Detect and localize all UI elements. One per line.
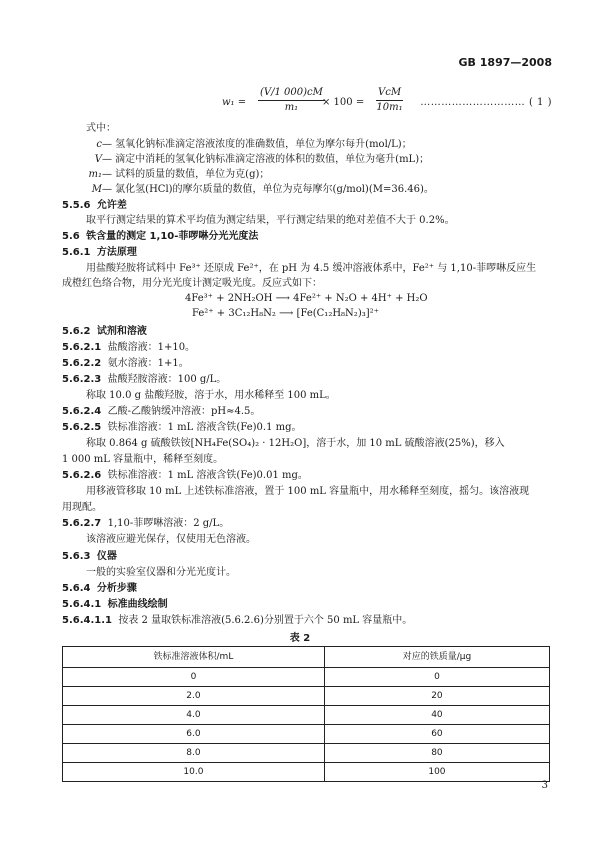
item-number: 5.6.2.5 [62,422,102,433]
section-5-6-3-heading [62,550,117,564]
section-number: 5.6.4 [62,583,91,594]
reagent-5-6-2-1 [62,341,195,355]
reagent-5-6-2-4 [62,405,260,419]
item-text: 铁标准溶液：1 mL 溶液含铁(Fe)0.01 mg。 [107,470,308,481]
definition-text: — 滴定中消耗的氢氧化钠标准滴定溶液的体积的数值，单位为毫升(mL)； [102,154,430,165]
table-cell: 20 [324,687,549,706]
fraction-1-denominator: m₁ [284,101,299,113]
fraction-2-denominator: 10m₁ [376,101,403,113]
definition-symbol: V [94,154,102,165]
reaction-equation-2: Fe²⁺ + 3C₁₂H₈N₂ ⟶ [Fe(C₁₂H₈N₂)₃]²⁺ [192,308,379,319]
section-number: 5.6.4.1 [62,599,102,610]
definition-text: — 试料的质量的数值，单位为克(g)； [102,169,270,180]
reagent-5-6-2-7 [62,517,229,531]
item-number: 5.6.2.1 [62,342,102,353]
section-title: 仪器 [96,551,117,562]
reagent-5-6-2-5 [62,421,302,435]
section-number: 5.6.1 [62,247,91,258]
section-5-6-4-heading [62,582,137,596]
table-cell: 60 [324,725,549,744]
definition-c [86,138,412,152]
section-title: 分析步骤 [96,583,137,594]
table-caption: 表 2 [289,633,311,644]
item-number: 5.6.2.6 [62,470,102,481]
fraction-2-numerator: VcM [376,86,403,101]
table-cell: 4.0 [63,706,325,725]
section-number: 5.6 [62,231,80,242]
item-text: 1,10-菲啰啉溶液：2 g/L。 [107,518,230,529]
section-title: 方法原理 [96,247,137,258]
section-5-6-4-1-heading [62,598,168,612]
section-5-5-6-heading [62,199,127,213]
table-cell: 40 [324,706,549,725]
table-cell: 8.0 [63,744,325,763]
formula-fraction-2 [376,86,403,114]
item-number: 5.6.2.3 [62,374,102,385]
method-principle-line-1: 用盐酸羟胺将试料中 Fe³⁺ 还原成 Fe²⁺，在 pH 为 4.5 缓冲溶液体系中，Fe²⁺ 与 1,10-菲啰啉反应生 [86,263,537,274]
formula-fraction-1 [258,86,325,114]
item-text: 乙酸-乙酸钠缓冲溶液：pH≈4.5。 [107,406,261,417]
table-row [63,744,550,763]
table-row [63,763,550,782]
table-row [63,706,550,725]
section-5-6-2-heading [62,325,147,339]
item-text: 盐酸溶液：1+10。 [107,342,196,353]
definition-v [86,153,429,167]
section-5-6-3-body: 一般的实验室仪器和分光光度计。 [86,567,236,578]
section-5-5-6-body: 取平行测定结果的算术平均值为测定结果，平行测定结果的绝对差值不大于 0.2%。 [86,215,455,226]
table-row [63,725,550,744]
table-cell: 10.0 [63,763,325,782]
reaction-equation-1: 4Fe³⁺ + 2NH₂OH ⟶ 4Fe²⁺ + N₂O + 4H⁺ + H₂O [185,293,428,304]
table-cell: 100 [324,763,549,782]
reagent-5-6-2-6 [62,469,308,483]
definition-text: — 氢氧化钠标准滴定溶液浓度的准确数值，单位为摩尔每升(mol/L)； [102,139,412,150]
table-header-cell: 对应的铁质量/μg [324,647,549,668]
reagent-5-6-2-7-note: 该溶液应避光保存，仅使用无色溶液。 [86,534,256,545]
fraction-1-numerator: (V/1 000)cM [258,86,325,101]
section-title: 试剂和溶液 [96,326,147,337]
definition-m1 [86,168,269,182]
page-number: 3 [541,780,548,791]
item-text: 铁标准溶液：1 mL 溶液含铁(Fe)0.1 mg。 [107,422,302,433]
section-number: 5.6.4.1.1 [62,615,112,626]
section-number: 5.6.3 [62,551,91,562]
section-number: 5.5.6 [62,200,91,211]
section-5-6-heading [62,230,258,244]
section-title: 允许差 [96,200,127,211]
item-text: 盐酸羟胺溶液：100 g/L。 [107,374,227,385]
item-number: 5.6.2.4 [62,406,102,417]
section-5-6-4-1-1 [62,614,412,628]
definition-m [86,183,434,197]
section-title: 标准曲线绘制 [107,599,168,610]
table-cell: 0 [63,668,325,687]
formula-times: × 100 = [322,97,365,108]
reagent-5-6-2-6-note-1: 用移液管移取 10 mL 上述铁标准溶液，置于 100 mL 容量瓶中，用水稀释至刻度，摇匀。该溶液现 [86,486,530,497]
table-cell: 0 [324,668,549,687]
formula-lhs: w₁ = [222,97,247,108]
standard-code: GB 1897—2008 [458,56,552,69]
table-row [63,668,550,687]
section-title: 铁含量的测定 1,10-菲啰啉分光光度法 [86,231,259,242]
table-cell: 6.0 [63,725,325,744]
table-cell: 80 [324,744,549,763]
table-row [63,687,550,706]
section-5-6-1-heading [62,246,137,260]
reagent-5-6-2-2 [62,357,189,371]
item-text: 氨水溶液：1+1。 [107,358,189,369]
definition-symbol: c [96,139,102,150]
item-number: 5.6.2.2 [62,358,102,369]
formula-1 [60,86,552,116]
definition-symbol: m₁ [88,169,102,180]
table-cell: 2.0 [63,687,325,706]
definition-symbol: M [91,184,102,195]
section-text: 按表 2 量取铁标准溶液(5.6.2.6)分别置于六个 50 mL 容量瓶中。 [118,615,413,626]
reagent-5-6-2-6-note-2: 用现配。 [62,502,102,513]
reagent-5-6-2-5-note-2: 1 000 mL 容量瓶中，稀释至刻度。 [62,454,224,465]
section-number: 5.6.2 [62,326,91,337]
item-number: 5.6.2.7 [62,518,102,529]
table-header-row [63,647,550,668]
method-principle-line-2: 成橙红色络合物，用分光光度计测定吸光度。反应式如下： [62,278,322,289]
iron-standard-table [62,646,550,782]
definition-text: — 氯化氢(HCl)的摩尔质量的数值，单位为克每摩尔(g/mol)(M=36.46)。 [102,184,434,195]
reagent-5-6-2-5-note-1: 称取 0.864 g 硫酸铁铵[NH₄Fe(SO₄)₂ · 12H₂O]，溶于水，加 10 mL 硫酸溶液(25%)，移入 [86,438,505,449]
reagent-5-6-2-3-note: 称取 10.0 g 盐酸羟胺，溶于水，用水稀释至 100 mL。 [86,390,336,401]
reagent-5-6-2-3 [62,373,226,387]
table-header-cell: 铁标准溶液体积/mL [63,647,325,668]
where-label: 式中： [86,123,116,134]
equation-number: ………………………… ( 1 ) [420,97,552,108]
